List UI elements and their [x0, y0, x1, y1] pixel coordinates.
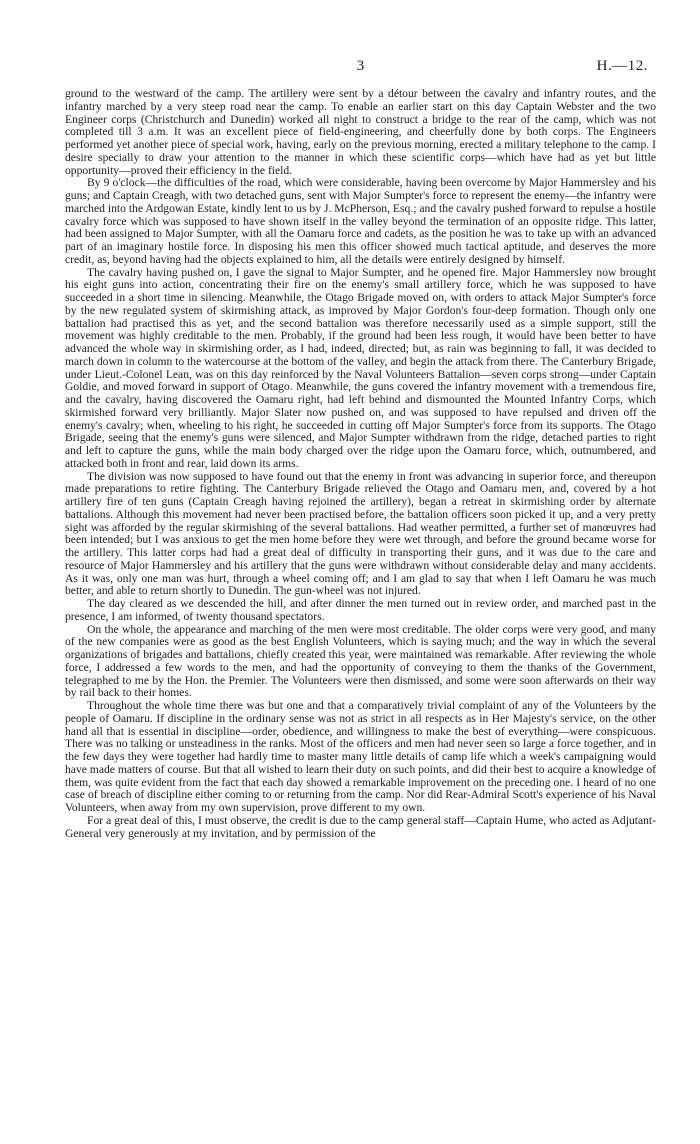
page-header: [65, 58, 656, 88]
paragraph: On the whole, the appearance and marching of the men were most creditable. The older corps were very good, and many of the new companies were as good as the best English Volunteers, which is saying much; and the way in which the several organizations of brigades and battalions, chiefly created this year, were maintained was remarkable. After reviewing the whole force, I addressed a few words to the men, and had the opportunity of conveying to them the thanks of the Government, telegraphed to me by the Hon. the Premier. The Volunteers were then dismissed, and some were soon afterwards on their way by rail back to their homes.: [65, 622, 656, 700]
paragraph: The day cleared as we descended the hill, and after dinner the men turned out in review order, and marched past in the presence, I am informed, of twenty thousand spectators.: [65, 597, 656, 623]
paragraph: ground to the westward of the camp. The artillery were sent by a détour between the cavalry and infantry routes, and the infantry marched by a very steep road near the camp. To enable an earlier start on this day Captain Webster and the two Engineer corps (Christchurch and Dunedin) worked all night to construct a bridge to the rear of the camp, which was not completed till 3 a.m. It was an excellent piece of field-engineering, and cheerfully done by both corps. The Engineers performed yet another piece of special work, having, early on the previous morning, erected a military telephone to the camp. I desire specially to draw your attention to the manner in which these scientific corps—which have had as yet but little opportunity—proved their efficiency in the field.: [65, 87, 656, 177]
paragraph: The division was now supposed to have found out that the enemy in front was advancing in superior force, and thereupon made preparations to retire fighting. The Canterbury Brigade relieved the Otago and Oamaru men, and, covered by a hot artillery fire of ten guns (Captain Creagh having rejoined the artillery), began a retreat in skirmishing order by alternate battalions. Although this movement had never been practised before, the battalion officers soon picked it up, and a very pretty sight was afforded by the regular skirmishing of the several battalions. Had weather permitted, a further set of manœuvres had been intended; but I was anxious to get the men home before they were wet through, and before the ground became worse for the artillery. This latter corps had had a great deal of difficulty in transporting their guns, and it was due to the care and resource of Major Hammersley and his artillery that the guns were withdrawn without considerable delay and many accidents. As it was, only one man was hurt, through a wheel coming off; and I am glad to say that when I left Oamaru he was much better, and able to return shortly to Dunedin. The gun-wheel was not injured.: [65, 469, 656, 598]
paragraph: The cavalry having pushed on, I gave the signal to Major Sumpter, and he opened fire. Major Hammersley now brought his eight guns into action, concentrating their fire on the enemy's small artillery force, which he was supposed to have succeeded in a short time in silencing. Meanwhile, the Otago Brigade moved on, with orders to attack Major Sumpter's force by the new regulated system of skirmishing attack, as improved by Major Gordon's four-deep formation. Though only one battalion had practised this as yet, and the second battalion was therefore necessarily used as a simple support, still the movement was highly creditable to the men. Probably, if the ground had been less rough, it would have been better to have advanced the whole way in skirmishing order, as I had, indeed, directed; but, as rain was beginning to fall, it was decided to march down in column to the watercourse at the bottom of the valley, and begin the attack from there. The Canterbury Brigade, under Lieut.-Colonel Lean, was on this day reinforced by the Naval Volunteers Battalion—seven corps strong—under Captain Goldie, and moved forward in support of Otago. Meanwhile, the guns covered the infantry movement with a tremendous fire, and the cavalry, having discovered the Oamaru right, had left behind and dismounted the Mounted Infantry Corps, which skirmished forward very brilliantly. Major Slater now pushed on, and was supposed to have repulsed and driven off the enemy's cavalry; when, wheeling to his right, he succeeded in cutting off Major Sumpter's force from its supports. The Otago Brigade, seeing that the enemy's guns were silenced, and Major Sumpter withdrawn from the ridge, detached parties to right and left to capture the guns, while the main body charged over the ridge upon the Oamaru force, which, outnumbered, and attacked both in front and rear, laid down its arms.: [65, 265, 656, 470]
paragraph: By 9 o'clock—the difficulties of the road, which were considerable, having been overcome by Major Hammersley and his guns; and Captain Creagh, with two detached guns, sent with Major Sumpter's force to represent the enemy—the infantry were marched into the Ardgowan Estate, kindly lent to us by J. McPherson, Esq.; and the cavalry pushed forward to repulse a hostile cavalry force which was supposed to have shown itself in the valley beyond the termination of an opposite ridge. This latter, had been assigned to Major Sumpter, with all the Oamaru force and cadets, as the position he was to take up with an advanced part of an imaginary hostile force. In disposing his men this officer showed much tactical aptitude, and deserves the more credit, as, beyond having had the objects explained to him, all the details were entirely designed by himself.: [65, 176, 656, 266]
document-reference: H.—12.: [596, 58, 648, 74]
paragraph: For a great deal of this, I must observe, the credit is due to the camp general staff—Captain Hume, who acted as Adjutant-General very generously at my invitation, and by permission of the: [65, 813, 656, 840]
page-number: 3: [356, 58, 365, 74]
paragraph: Throughout the whole time there was but one and that a comparatively trivial complaint of any of the Volunteers by the people of Oamaru. If discipline in the ordinary sense was not as strict in all respects as in Her Majesty's service, on the other hand all that is essential in discipline—order, obedience, and willingness to make the best of everything—were conspicuous. There was no talking or unsteadiness in the ranks. Most of the officers and men had never seen so large a force together, and in the few days they were together had hardly time to master many little details of camp life which a week's campaigning would have made matters of course. But that all wished to learn their duty on such points, and did their best to acquire a knowledge of them, was quite evident from the fact that each day showed a remarkable improvement on the preceding one. I heard of no one case of breach of discipline either coming to or returning from the camp. Nor did Rear-Admiral Scott's experience of his Naval Volunteers, when away from my own supervision, prove different to my own.: [65, 699, 656, 814]
body-text: [65, 88, 656, 840]
